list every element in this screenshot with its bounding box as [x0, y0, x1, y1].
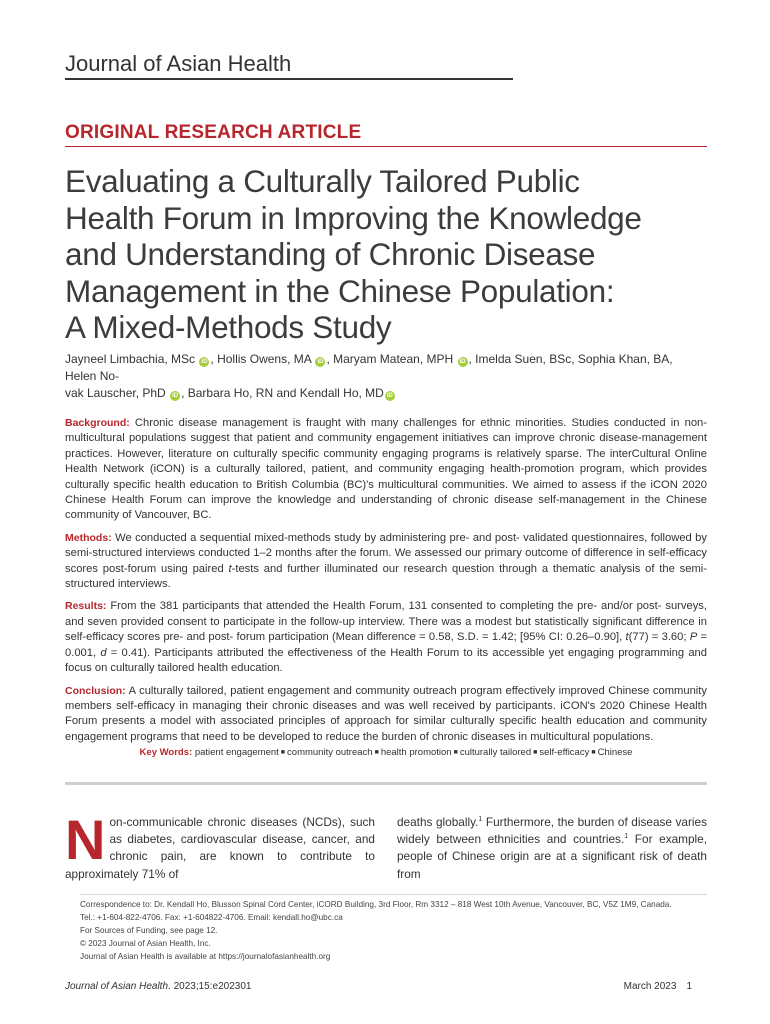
- page-number: 1: [686, 981, 692, 992]
- abstract-background: [65, 416, 707, 524]
- footer-citation-text: . 2023;15:e202301: [168, 981, 252, 992]
- copyright-note: © 2023 Journal of Asian Health, Inc.: [80, 939, 211, 948]
- footer-date-page: [624, 981, 692, 992]
- correspondence-address: Correspondence to: Dr. Kendall Ho, Blusson Spinal Cord Center, iCORD Building, 3rd Floor, Rm 3312 – 818 West 10th Avenue, Vancouver, BC, V5Z 1M9, Canada.: [80, 900, 672, 909]
- abstract-text: We conducted a sequential mixed-methods study by administering pre- and post- validated questionnaires, followed by semi-structured interviews conducted 1–2 months after the forum. We assessed our primary outcome of difference in self-efficacy scores post-forum using paired: [65, 531, 707, 575]
- abstract-text: d: [100, 646, 107, 659]
- availability-note: Journal of Asian Health is available at https://journalofasianhealth.org: [80, 952, 331, 961]
- abstract-text: = 0.41). Participants attributed the effectiveness of the Health Forum to its accessible yet engaging programming and focus on culturally tailored health education.: [65, 646, 707, 675]
- author-name: Hollis Owens, MA: [217, 352, 312, 366]
- abstract-text: = 0.001,: [65, 631, 708, 659]
- abstract-label: Methods:: [65, 531, 112, 544]
- abstract-text: From the 381 participants that attended the Health Forum, 131 consented to completing the pre- and/or post- surveys, and seven provided consent to participate in the follow-up interview. There was a modest but statistically significant difference in self-efficacy scores pre- and post- forum participation (Mean difference = 0.58, S.D. = 1.42; [95% CI: 0.26–0.90],: [65, 600, 708, 644]
- body-column-right: [397, 814, 707, 883]
- keyword-separator: ■: [374, 749, 379, 756]
- correspondence-contact: Tel.: +1-604-822-4706. Fax: +1-604822-4706. Email: kendall.ho@ubc.ca: [80, 913, 343, 922]
- author-name: Maryam Matean, MPH: [333, 352, 454, 366]
- keyword: self-efficacy: [539, 747, 590, 758]
- abstract-text: t: [625, 631, 629, 644]
- keywords: [65, 747, 707, 758]
- keyword-separator: ■: [453, 749, 458, 756]
- author-name: Imelda Suen, BSc, Sophia Khan, BA, Helen No-: [65, 352, 673, 383]
- body-text: Furthermore, the burden of disease varies widely between ethnicities and countries.: [397, 815, 707, 847]
- keyword-separator: ■: [591, 749, 596, 756]
- body-text: For example, people of Chinese origin are at a significant risk of death from: [397, 832, 708, 881]
- title-line: Management in the Chinese Population:: [65, 272, 615, 309]
- body-column-left: [65, 808, 375, 883]
- citation-ref[interactable]: 1: [478, 816, 483, 824]
- author-name: Barbara Ho, RN and Kendall Ho, MD: [187, 386, 384, 400]
- funding-note: For Sources of Funding, see page 12.: [80, 926, 218, 935]
- title-line: Evaluating a Culturally Tailored Public: [65, 163, 580, 199]
- abstract-text: P: [689, 631, 698, 644]
- title-line: Health Forum in Improving the Knowledge: [65, 199, 642, 236]
- journal-name: Journal of Asian Health: [65, 52, 513, 80]
- abstract-text: -tests and further illuminated our research question through a thematic analysis of the semi-structured interviews.: [65, 562, 708, 591]
- footer-date: March 2023: [623, 981, 677, 992]
- orcid-icon[interactable]: iD: [201, 359, 208, 365]
- keyword: community outreach: [287, 747, 373, 758]
- body-text: on-communicable chronic diseases (NCDs), such as diabetes, cardiovascular disease, cancer, and chronic pain, are known to contribute to approximately 71% of: [65, 815, 375, 881]
- citation-ref[interactable]: 1: [624, 833, 629, 841]
- author-name: Jayneel Limbachia, MSc: [65, 352, 196, 366]
- footer-journal: Journal of Asian Health: [65, 981, 169, 992]
- author-name: vak Lauscher, PhD: [65, 386, 166, 400]
- abstract-text: Chronic disease management is fraught with many challenges for ethnic minorities. Studies conducted in non-multicultural populations suggest that patient and community engagement initiatives can improve chronic disease-management practices. However, literature on culturally specific community engaging programs is relatively sparse. The interCultural Online Health Network (iCON) is a culturally tailored, patient, and community engaging health-promotion program, which provides culturally specific health education to British Columbia (BC)'s multicultural communities. We aimed to assess if the iCON 2020 Chinese Health Forum can improve the knowledge and understanding of chronic disease self-management in the Chinese community of Vancouver, BC.: [65, 417, 707, 522]
- section-divider: [65, 782, 707, 785]
- article-title: [65, 163, 705, 346]
- abstract-label: Conclusion:: [65, 684, 126, 697]
- abstract-text: t: [228, 562, 232, 575]
- orcid-icon[interactable]: iD: [386, 393, 393, 399]
- title-line: A Mixed-Methods Study: [65, 309, 392, 345]
- abstract-text: (77) = 3.60;: [628, 631, 690, 644]
- abstract-methods: [65, 531, 707, 593]
- article-type: ORIGINAL RESEARCH ARTICLE: [65, 121, 707, 147]
- abstract-label: Background:: [65, 417, 130, 429]
- footer-citation: [65, 981, 251, 992]
- orcid-icon[interactable]: iD: [459, 359, 466, 365]
- abstract-label: Results:: [65, 600, 107, 613]
- keywords-label: Key Words:: [139, 747, 193, 758]
- orcid-icon[interactable]: iD: [172, 393, 179, 399]
- abstract: [65, 416, 707, 752]
- abstract-text: A culturally tailored, patient engagement and community outreach program effectively improved Chinese community members self-efficacy in managing their chronic diseases and was well received by participants. iCON's 2020 Chinese Health Forum presents a model with associated principles of approach for similar culturally specific health education and community engagement programs that need to be developed to reduce the burden of chronic diseases in multicultural populations.: [65, 684, 707, 743]
- orcid-icon[interactable]: iD: [317, 359, 324, 365]
- keyword: culturally tailored: [459, 747, 532, 758]
- keyword: Chinese: [597, 747, 633, 758]
- author-list: Jayneel Limbachia, MSc iD , Hollis Owens, MA iD , Maryam Matean, MPH iD , Imelda Suen, BSc, Sophia Khan, BA, Helen No- vak Lauscher, PhD iD , Barbara Ho, RN and Kendall Ho, MD iD: [65, 352, 673, 400]
- keyword: patient engagement: [194, 747, 279, 758]
- abstract-results: [65, 599, 707, 676]
- abstract-conclusion: [65, 684, 707, 746]
- body-text: deaths globally.: [397, 815, 479, 829]
- drop-cap: N: [65, 808, 106, 871]
- keyword-separator: ■: [533, 749, 538, 756]
- keyword: health promotion: [380, 747, 452, 758]
- keyword-separator: ■: [280, 749, 286, 756]
- title-line: and Understanding of Chronic Disease: [65, 236, 596, 272]
- correspondence-footnote: [80, 894, 707, 963]
